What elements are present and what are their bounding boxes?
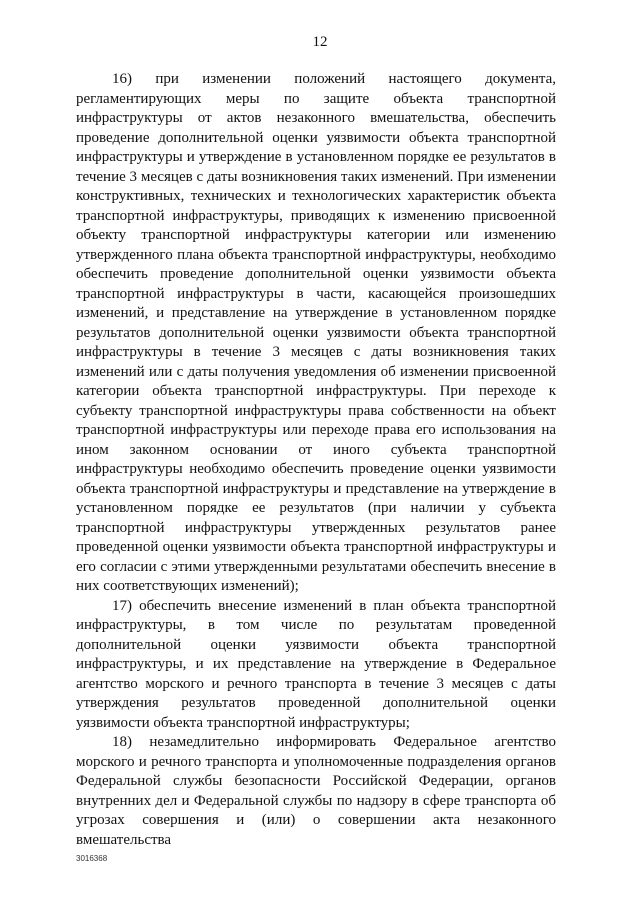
paragraph-17: 17) обеспечить внесение изменений в план объекта транспортной инфраструктуры, в том числе по результатам проведенной дополнительной оценки уязвимости объекта транспортной инфраструктуры, и их представление на утверждение в Федеральное агентство морского и речного транспорта в течение 3 месяцев с даты утверждения результатов проведенной дополнительной оценки уязвимости объекта транспортной инфраструктуры;: [76, 597, 556, 731]
document-body: [76, 70, 556, 850]
document-code: 3016368: [76, 854, 108, 863]
page-number: 12: [312, 34, 328, 50]
paragraph-18: 18) незамедлительно информировать Федеральное агентство морского и речного транспорта и уполномоченные подразделения органов Федеральной службы безопасности Российской Федерации, органов внутренних дел и Федеральной службы по надзору в сфере транспорта об угрозах совершения и (или) о совершении акта незаконного вмешательства: [76, 734, 556, 848]
paragraph-16: 16) при изменении положений настоящего документа, регламентирующих меры по защите объекта транспортной инфраструктуры от актов незаконного вмешательства, обеспечить проведение дополнительной оценки уязвимости объекта транспортной инфраструктуры и утверждение в установленном порядке ее результатов в течение 3 месяцев с даты возникновения таких изменений. При изменении конструктивных, технических и технологических характеристик объекта транспортной инфраструктуры, приводящих к изменению присвоенной объекту транспортной инфраструктуры категории или изменению утвержденного плана объекта транспортной инфраструктуры, необходимо обеспечить проведение дополнительной оценки уязвимости объекта транспортной инфраструктуры в части, касающейся произошедших изменений, и представление на утверждение в установленном порядке результатов дополнительной оценки уязвимости объекта транспортной инфраструктуры в течение 3 месяцев с даты возникновения таких изменений или с даты получения уведомления об изменении присвоенной категории объекта транспортной инфраструктуры. При переходе к субъекту транспортной инфраструктуры права собственности на объект транспортной инфраструктуры или переходе права его использования на ином законном основании от иного субъекта транспортной инфраструктуры необходимо обеспечить проведение оценки уязвимости объекта транспортной инфраструктуры и представление на утверждение в установленном порядке ее результатов (при наличии у субъекта транспортной инфраструктуры утвержденных результатов ранее проведенной оценки уязвимости объекта транспортной инфраструктуры и его согласии с этими утвержденными результатами обеспечить внесение в них соответствующих изменений);: [76, 71, 556, 594]
